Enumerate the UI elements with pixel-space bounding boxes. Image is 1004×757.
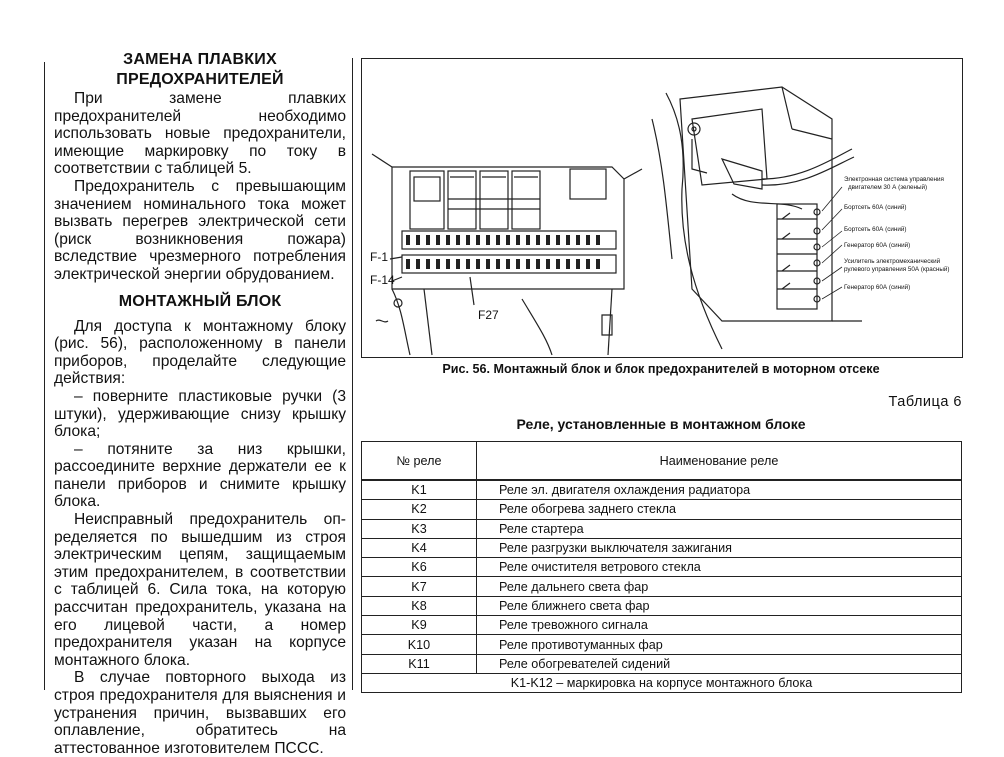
relay-name-cell: Реле очистителя ветрового стекла xyxy=(477,558,962,577)
callout-ecu-1: Электронная система управления xyxy=(844,176,944,183)
left-text-column xyxy=(54,50,346,757)
relay-right xyxy=(570,169,606,199)
paragraph: Предохранитель с превышающим значением номинального тока может вызвать перегрев электрической сети (риск возникновения пожара) вследствие чрезмерного потребления электрической энергии обрудованием. xyxy=(54,177,346,283)
paragraph: – потяните за низ крышки, рассоедините верхние держатели ее к панели приборов и снимите крышку блока. xyxy=(54,440,346,511)
table-footnote-row xyxy=(362,673,962,692)
relay-name-cell: Реле разгрузки выключателя зажигания xyxy=(477,538,962,557)
relay-number-cell: K1 xyxy=(362,480,477,500)
label-f14: F-14 xyxy=(370,273,395,287)
callout-ecu-2: двигателем 30 А (зеленый) xyxy=(848,184,928,191)
table-header-row xyxy=(362,442,962,481)
relay-table xyxy=(361,441,962,693)
heading-fuse-replacement xyxy=(54,50,346,90)
relay-k-box xyxy=(410,171,444,229)
table-footnote: K1-K12 – маркировка на корпусе монтажного блока xyxy=(362,673,962,692)
relay-name-cell: Реле обогрева заднего стекла xyxy=(477,500,962,519)
paragraph: Неисправный предохранитель оп-ределяется по вышедшим из строя электрическим цепям, защищаемым этим предохранителем, в соответствии с таблицей 6. Сила тока, на которую рассчитан предохранитель, указана на его лицевой части, а номер предохранителя указан на корпусе монтажного блока. xyxy=(54,511,346,669)
relay-number-cell: K2 xyxy=(362,500,477,519)
table-row xyxy=(362,577,962,596)
relay-name-cell: Реле эл. двигателя охлаждения радиатора xyxy=(477,480,962,500)
figure-caption: Рис. 56. Монтажный блок и блок предохранителей в моторном отсеке xyxy=(442,362,880,376)
heading-line-2: ПРЕДОХРАНИТЕЛЕЙ xyxy=(116,71,284,88)
table-row xyxy=(362,538,962,557)
table-row xyxy=(362,519,962,538)
relay-name-cell: Реле тревожного сигнала xyxy=(477,616,962,635)
paragraph: – поверните пластиковые ручки (3 штуки), удерживающие снизу крышку блока; xyxy=(54,387,346,441)
relay-number-cell: K6 xyxy=(362,558,477,577)
table-row xyxy=(362,635,962,654)
fuse-block-illustration xyxy=(362,59,962,357)
left-margin-rule xyxy=(44,62,45,690)
figure-56-fuse-blocks xyxy=(361,58,963,358)
relay-name-cell: Реле стартера xyxy=(477,519,962,538)
relay-name-cell: Реле обогревателей сидений xyxy=(477,654,962,673)
table-row xyxy=(362,480,962,500)
callout-onboard-2: Бортсеть 60А (синий) xyxy=(844,226,907,233)
table-row xyxy=(362,596,962,615)
relay-number-cell: K10 xyxy=(362,635,477,654)
table-row xyxy=(362,558,962,577)
relay-name-cell: Реле дальнего света фар xyxy=(477,577,962,596)
paragraph: При замене плавких предохранителей необходимо использовать новые предохранители, имеющие маркировку по току в соответствии с таблицей 5. xyxy=(54,90,346,178)
heading-line-1: ЗАМЕНА ПЛАВКИХ xyxy=(123,51,277,68)
header-relay-name: Наименование реле xyxy=(477,442,962,481)
callout-steering-1: Усилитель электромеханический xyxy=(844,258,941,265)
table-number: Таблица 6 xyxy=(888,394,962,410)
table-row xyxy=(362,500,962,519)
relay-number-cell: K8 xyxy=(362,596,477,615)
relay-name-cell: Реле противотуманных фар xyxy=(477,635,962,654)
relay-name-cell: Реле ближнего света фар xyxy=(477,596,962,615)
heading-mounting-block: МОНТАЖНЫЙ БЛОК xyxy=(118,292,282,310)
paragraph: В случае повторного выхода из строя предохранителя для выяснения и устранения причин, вызвавших его оплавление, обратитесь на аттестованное изготовителем ПССС. xyxy=(54,669,346,757)
relay-number-cell: K11 xyxy=(362,654,477,673)
callout-generator-1: Генератор 60А (синий) xyxy=(844,242,911,249)
relay-number-cell: K9 xyxy=(362,616,477,635)
callout-generator-2: Генератор 60А (синий) xyxy=(844,284,911,291)
table-row xyxy=(362,616,962,635)
label-f1: F-1 xyxy=(370,250,388,264)
table-title: Реле, установленные в монтажном блоке xyxy=(516,416,806,432)
relay-number-cell: K7 xyxy=(362,577,477,596)
column-divider-rule xyxy=(352,58,353,690)
header-relay-number: № реле xyxy=(362,442,477,481)
callout-onboard-1: Бортсеть 60А (синий) xyxy=(844,204,907,211)
callout-steering-2: рулевого управления 50А (красный) xyxy=(844,266,950,273)
relay-number-cell: K3 xyxy=(362,519,477,538)
table-row xyxy=(362,654,962,673)
paragraph: Для доступа к монтажному блоку (рис. 56), расположенному в панели приборов, проделайте следующие действия: xyxy=(54,317,346,388)
label-f27: F27 xyxy=(478,308,499,322)
relay-number-cell: K4 xyxy=(362,538,477,557)
